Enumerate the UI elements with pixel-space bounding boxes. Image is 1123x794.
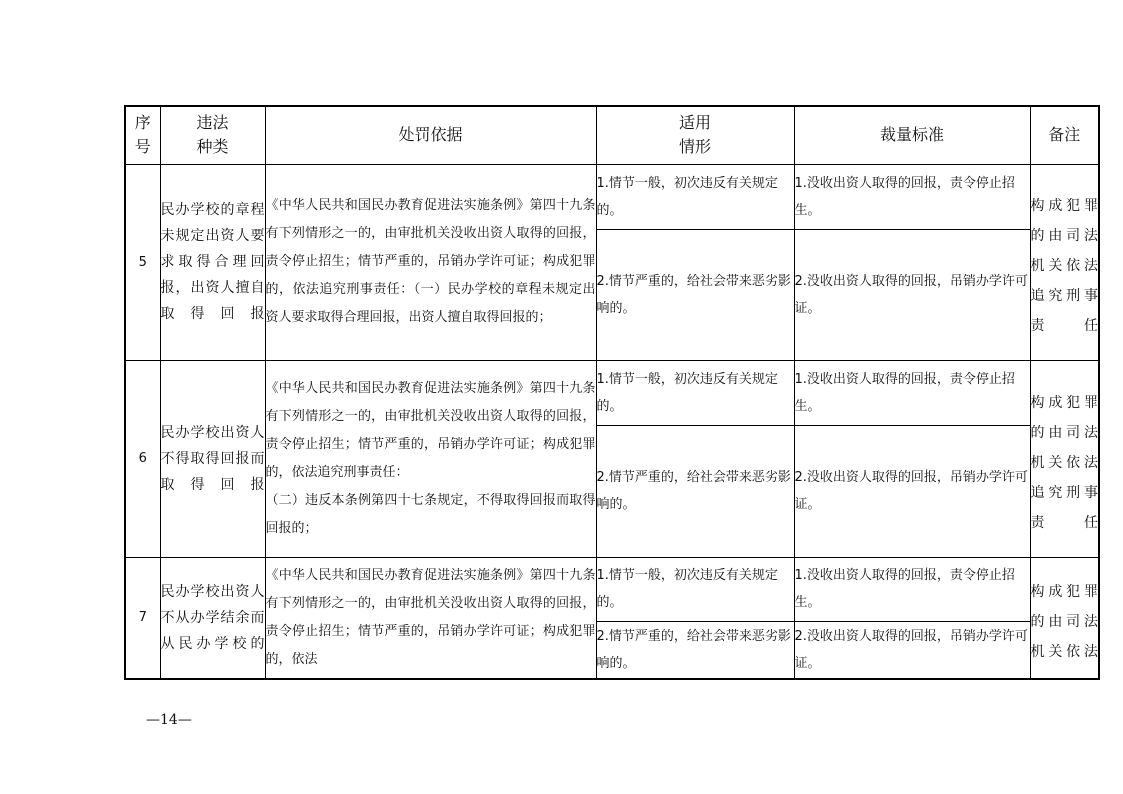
page-number: —14—	[146, 712, 192, 728]
header-situation: 适用情形	[596, 106, 794, 164]
row-standard-2: 2.没收出资人取得的回报，吊销办学许可证。	[794, 229, 1030, 360]
row-situation-1: 1.情节一般，初次违反有关规定的。	[596, 164, 794, 229]
header-basis: 处罚依据	[265, 106, 596, 164]
row-basis	[265, 360, 596, 557]
header-note: 备注	[1030, 106, 1099, 164]
header-kind: 违法种类	[160, 106, 265, 164]
row-note: 构成犯罪的由司法机关依法	[1030, 557, 1099, 679]
row-seq: 7	[125, 557, 160, 679]
row-standard-1: 1.没收出资人取得的回报，责令停止招生。	[794, 557, 1030, 621]
header-standard: 裁量标准	[794, 106, 1030, 164]
header-row	[125, 106, 1099, 164]
row-note: 构成犯罪的由司法机关依法追究刑事责任	[1030, 164, 1099, 360]
row-basis-line-1: 《中华人民共和国民办教育促进法实施条例》第四十九条 有下列情形之一的，由审批机关没收出资人取得的回报，责令停止招生；情节严重的，吊销办学许可证；构成犯罪的，依法追究刑事责任：	[265, 380, 596, 480]
row-kind: 民办学校出资人不从办学结余而从民办学校的	[160, 557, 265, 679]
row-standard-1: 1.没收出资人取得的回报，责令停止招生。	[794, 164, 1030, 229]
row-situation-1: 1.情节一般，初次违反有关规定的。	[596, 360, 794, 425]
row-situation-1: 1.情节一般，初次违反有关规定的。	[596, 557, 794, 621]
table-row	[125, 164, 1099, 229]
row-standard-2: 2.没收出资人取得的回报，吊销办学许可证。	[794, 621, 1030, 679]
row-standard-2: 2.没收出资人取得的回报，吊销办学许可证。	[794, 425, 1030, 557]
row-note: 构成犯罪的由司法机关依法追究刑事责任	[1030, 360, 1099, 557]
row-seq: 5	[125, 164, 160, 360]
row-seq: 6	[125, 360, 160, 557]
row-situation-2: 2.情节严重的，给社会带来恶劣影响的。	[596, 229, 794, 360]
row-basis: 《中华人民共和国民办教育促进法实施条例》第四十九条 有下列情形之一的，由审批机关没收出资人取得的回报，责令停止招生；情节严重的，吊销办学许可证；构成犯罪的，依法	[265, 557, 596, 679]
row-kind: 民办学校的章程未规定出资人要求取得合理回报，出资人擅自取得回报	[160, 164, 265, 360]
row-standard-1: 1.没收出资人取得的回报，责令停止招生。	[794, 360, 1030, 425]
row-basis: 《中华人民共和国民办教育促进法实施条例》第四十九条 有下列情形之一的，由审批机关没收出资人取得的回报，责令停止招生；情节严重的，吊销办学许可证；构成犯罪的，依法追究刑事责任：（一）民办学校的章程未规定出资人要求取得合理回报，出资人擅自取得回报的；	[265, 164, 596, 360]
row-basis-line-2: （二）违反本条例第四十七条规定，不得取得回报而取得回报的；	[265, 492, 596, 536]
table-row	[125, 360, 1099, 425]
table-row	[125, 557, 1099, 621]
row-situation-2: 2.情节严重的，给社会带来恶劣影响的。	[596, 621, 794, 679]
penalty-table	[124, 105, 1100, 680]
row-situation-2: 2.情节严重的，给社会带来恶劣影响的。	[596, 425, 794, 557]
row-kind: 民办学校出资人不得取得回报而取得回报	[160, 360, 265, 557]
header-seq: 序号	[125, 106, 160, 164]
